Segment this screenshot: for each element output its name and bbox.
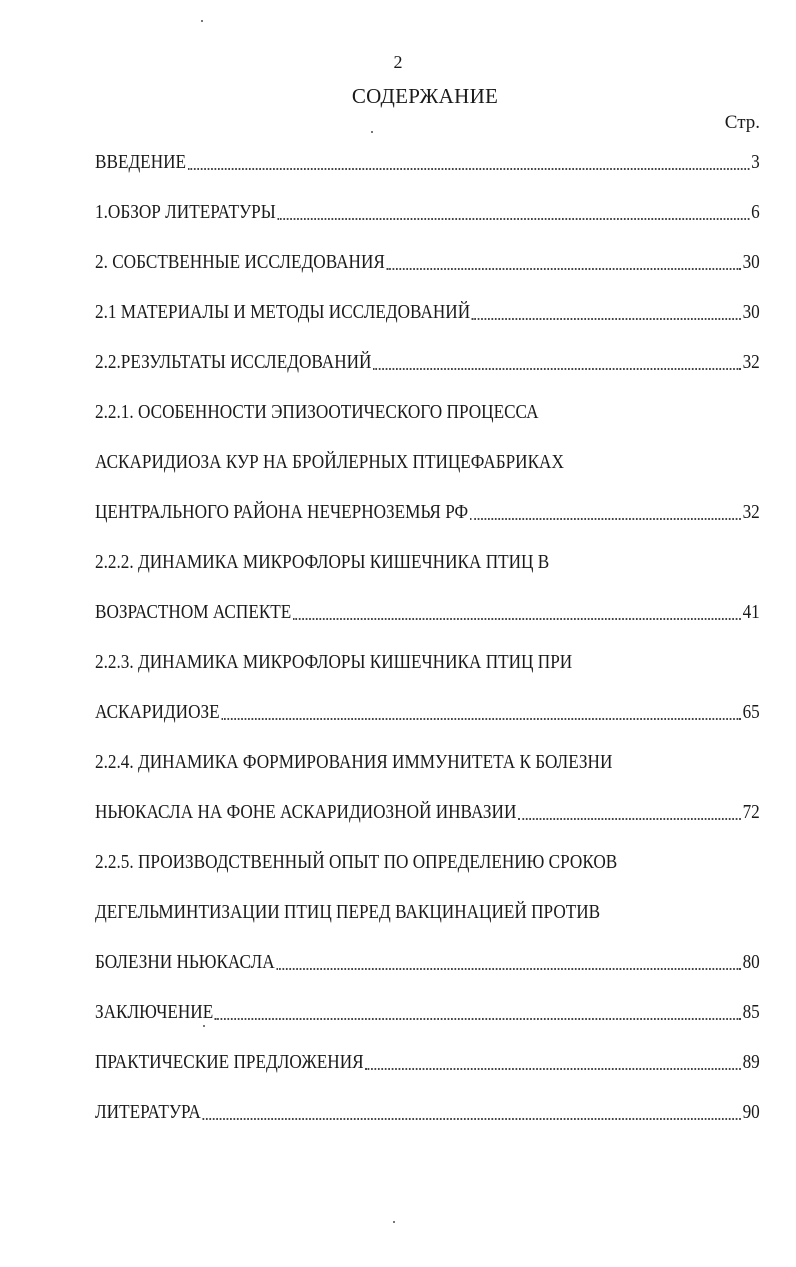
table-of-contents	[95, 137, 760, 1137]
toc-entry-page: 6	[751, 200, 760, 223]
toc-entry-page: 30	[742, 300, 760, 323]
dot-leader	[276, 968, 741, 970]
toc-entry	[95, 487, 760, 537]
toc-entry-text: 2.2.2. ДИНАМИКА МИКРОФЛОРЫ КИШЕЧНИКА ПТИЦ В	[95, 550, 550, 573]
dot-leader	[277, 218, 749, 220]
toc-entry	[95, 287, 760, 337]
toc-entry-text: ЗАКЛЮЧЕНИЕ	[95, 1000, 214, 1023]
toc-entry-text: 2.2.РЕЗУЛЬТАТЫ ИССЛЕДОВАНИЙ	[95, 350, 372, 373]
toc-entry	[95, 1087, 760, 1137]
toc-entry	[95, 387, 760, 437]
toc-entry-page: 30	[742, 250, 760, 273]
dot-leader	[203, 1118, 741, 1120]
toc-entry	[95, 737, 760, 787]
toc-entry-page: 41	[742, 600, 760, 623]
toc-entry	[95, 437, 760, 487]
toc-entry	[95, 987, 760, 1037]
scan-speck	[371, 131, 373, 133]
scan-speck	[393, 1221, 395, 1223]
dot-leader	[221, 718, 741, 720]
toc-entry-text: БОЛЕЗНИ НЬЮКАСЛА	[95, 950, 275, 973]
toc-entry-page: 90	[742, 1100, 760, 1123]
toc-entry-page: 3	[751, 150, 760, 173]
toc-entry-text: АСКАРИДИОЗЕ	[95, 700, 220, 723]
toc-entry	[95, 137, 760, 187]
dot-leader	[472, 318, 741, 320]
dot-leader	[518, 818, 741, 820]
dot-leader	[387, 268, 741, 270]
toc-entry	[95, 237, 760, 287]
dot-leader	[188, 168, 750, 170]
toc-entry	[95, 537, 760, 587]
page-title: СОДЕРЖАНИЕ	[351, 84, 499, 108]
toc-entry-text: АСКАРИДИОЗА КУР НА БРОЙЛЕРНЫХ ПТИЦЕФАБРИКАХ	[95, 450, 564, 473]
dot-leader	[470, 518, 741, 520]
toc-entry-text: ПРАКТИЧЕСКИЕ ПРЕДЛОЖЕНИЯ	[95, 1050, 364, 1073]
toc-entry	[95, 587, 760, 637]
toc-entry	[95, 187, 760, 237]
toc-entry-text: 2.2.1. ОСОБЕННОСТИ ЭПИЗООТИЧЕСКОГО ПРОЦЕССА	[95, 400, 539, 423]
toc-entry-text: 2. СОБСТВЕННЫЕ ИССЛЕДОВАНИЯ	[95, 250, 385, 273]
toc-entry-text: 2.2.4. ДИНАМИКА ФОРМИРОВАНИЯ ИММУНИТЕТА К БОЛЕЗНИ	[95, 750, 613, 773]
dot-leader	[293, 618, 741, 620]
dot-leader	[365, 1068, 741, 1070]
toc-entry	[95, 837, 760, 887]
toc-entry	[95, 887, 760, 937]
toc-entry-text: НЬЮКАСЛА НА ФОНЕ АСКАРИДИОЗНОЙ ИНВАЗИИ	[95, 800, 517, 823]
toc-entry-text: ВВЕДЕНИЕ	[95, 150, 187, 173]
toc-entry-page: 32	[742, 500, 760, 523]
toc-entry-text: 2.2.3. ДИНАМИКА МИКРОФЛОРЫ КИШЕЧНИКА ПТИЦ ПРИ	[95, 650, 573, 673]
dot-leader	[215, 1018, 741, 1020]
toc-entry	[95, 637, 760, 687]
toc-entry-text: ДЕГЕЛЬМИНТИЗАЦИИ ПТИЦ ПЕРЕД ВАКЦИНАЦИЕЙ ПРОТИВ	[95, 900, 601, 923]
toc-entry-text: ЛИТЕРАТУРА	[95, 1100, 201, 1123]
toc-entry-page: 65	[742, 700, 760, 723]
page-number: 2	[393, 52, 403, 72]
toc-entry-text: ВОЗРАСТНОМ АСПЕКТЕ	[95, 600, 292, 623]
toc-entry	[95, 687, 760, 737]
toc-entry-text: 1.ОБЗОР ЛИТЕРАТУРЫ	[95, 200, 276, 223]
toc-entry-page: 32	[742, 350, 760, 373]
toc-entry-text: 2.2.5. ПРОИЗВОДСТВЕННЫЙ ОПЫТ ПО ОПРЕДЕЛЕНИЮ СРОКОВ	[95, 850, 618, 873]
toc-entry-page: 72	[742, 800, 760, 823]
toc-entry-page: 89	[742, 1050, 760, 1073]
toc-entry-text: 2.1 МАТЕРИАЛЫ И МЕТОДЫ ИССЛЕДОВАНИЙ	[95, 300, 471, 323]
toc-entry	[95, 937, 760, 987]
dot-leader	[373, 368, 741, 370]
toc-entry-page: 85	[742, 1000, 760, 1023]
toc-entry	[95, 1037, 760, 1087]
toc-entry-page: 80	[742, 950, 760, 973]
page-column-label: Стр.	[724, 112, 760, 133]
scan-speck	[201, 20, 203, 22]
toc-entry	[95, 337, 760, 387]
toc-entry-text: ЦЕНТРАЛЬНОГО РАЙОНА НЕЧЕРНОЗЕМЬЯ РФ	[95, 500, 469, 523]
toc-entry	[95, 787, 760, 837]
